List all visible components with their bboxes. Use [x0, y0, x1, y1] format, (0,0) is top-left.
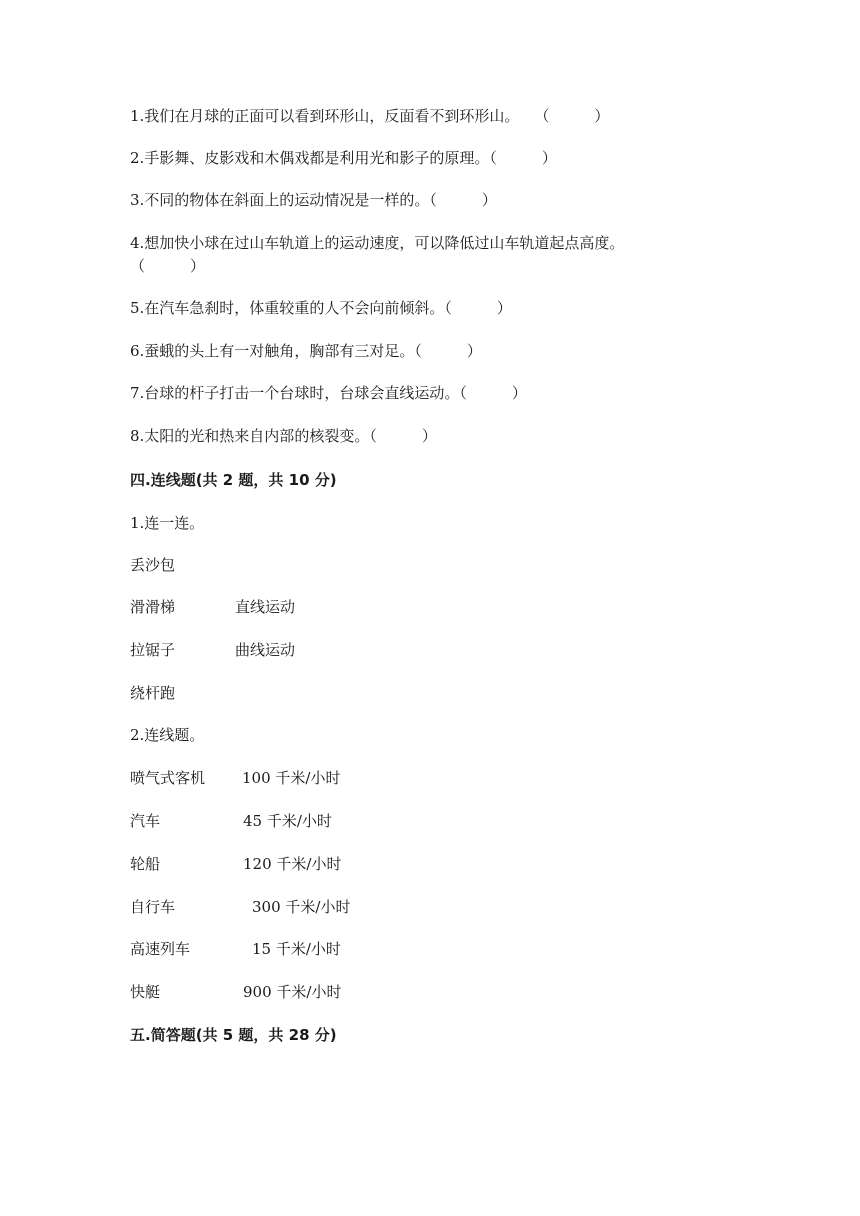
tf-item-8: 8.太阳的光和热来自内部的核裂变。（ ）	[130, 427, 437, 445]
tf-item-1: 1.我们在月球的正面可以看到环形山，反面看不到环形山。 （ ）	[130, 107, 610, 125]
match-right-item: 15 千米/小时	[252, 940, 341, 958]
match-left-item: 快艇	[130, 983, 161, 1001]
match-left-item: 丢沙包	[130, 556, 176, 574]
match-left-item: 汽车	[130, 812, 161, 830]
tf-item-2: 2.手影舞、皮影戏和木偶戏都是利用光和影子的原理。（ ）	[130, 149, 557, 167]
match-right-item: 900 千米/小时	[243, 983, 342, 1001]
match-right-item: 45 千米/小时	[243, 812, 332, 830]
question-2-title: 2.连线题。	[130, 726, 205, 744]
match-right-item: 直线运动	[235, 598, 296, 616]
match-left-item: 拉锯子	[130, 641, 176, 659]
match-left-item: 绕杆跑	[130, 684, 176, 702]
section-4-heading: 四.连线题(共 2 题，共 10 分)	[130, 471, 337, 489]
tf-item-4-blank: （ ）	[130, 257, 206, 275]
match-right-item: 300 千米/小时	[252, 898, 351, 916]
tf-item-5: 5.在汽车急刹时，体重较重的人不会向前倾斜。（ ）	[130, 299, 512, 317]
match-right-item: 曲线运动	[235, 641, 296, 659]
section-5-heading: 五.简答题(共 5 题，共 28 分)	[130, 1026, 337, 1044]
match-right-item: 120 千米/小时	[243, 855, 342, 873]
match-left-item: 喷气式客机	[130, 769, 206, 787]
match-left-item: 滑滑梯	[130, 598, 176, 616]
match-left-item: 自行车	[130, 898, 176, 916]
match-left-item: 轮船	[130, 855, 161, 873]
tf-item-6: 6.蚕蛾的头上有一对触角，胸部有三对足。（ ）	[130, 342, 482, 360]
question-1-title: 1.连一连。	[130, 514, 205, 532]
match-left-item: 高速列车	[130, 940, 191, 958]
tf-item-3: 3.不同的物体在斜面上的运动情况是一样的。（ ）	[130, 191, 497, 209]
tf-item-7: 7.台球的杆子打击一个台球时，台球会直线运动。（ ）	[130, 384, 527, 402]
match-right-item: 100 千米/小时	[242, 769, 341, 787]
tf-item-4: 4.想加快小球在过山车轨道上的运动速度，可以降低过山车轨道起点高度。	[130, 234, 625, 252]
